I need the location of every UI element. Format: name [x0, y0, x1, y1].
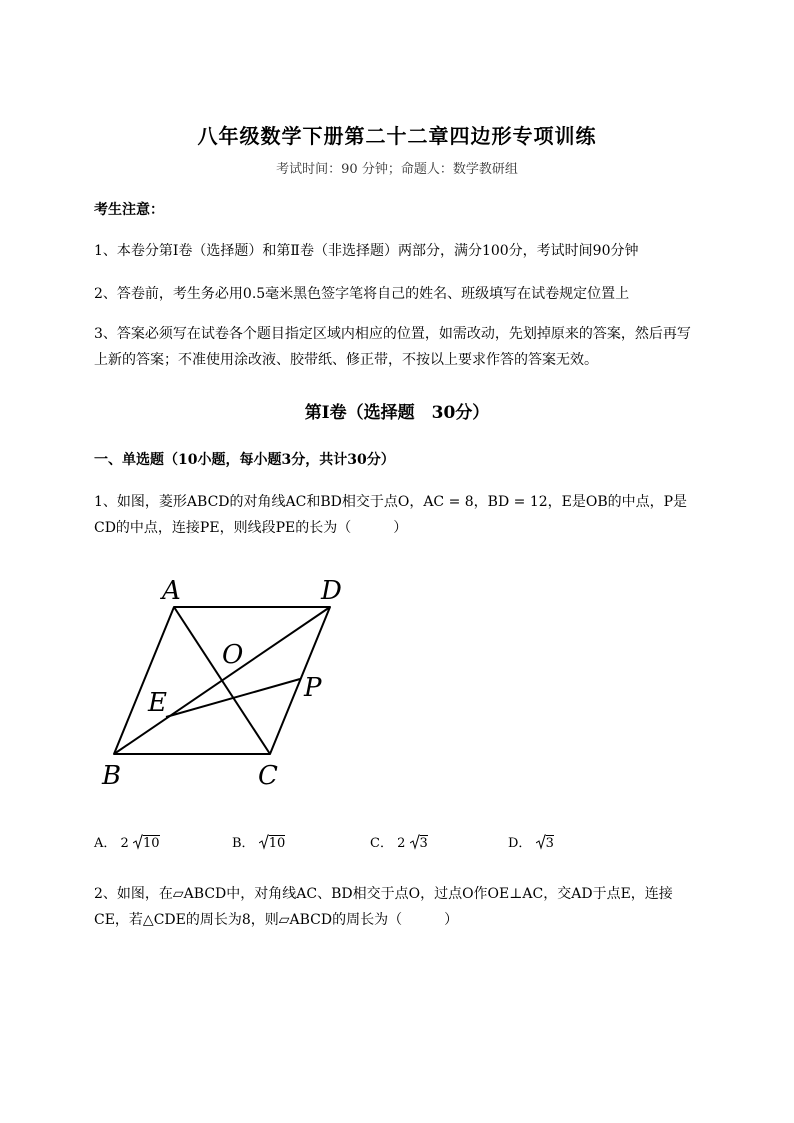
part-heading: 一、单选题（10小题，每小题3分，共计30分）	[94, 452, 395, 468]
label-d: D	[321, 576, 342, 606]
option-b-letter: B．	[232, 836, 255, 851]
option-d-radicand: 3	[545, 836, 554, 851]
sqrt-icon	[133, 834, 143, 850]
option-a[interactable]	[94, 832, 160, 851]
question-2-text: 2、如图，在▱ABCD中，对角线AC、BD相交于点O，过点O作OE⊥AC，交AD于点E，连接CE，若△CDE的周长为8，则▱ABCD的周长为（ ）	[94, 886, 673, 928]
notice-item-2: 2、答卷前，考生务必用0.5毫米黑色签字笔将自己的姓名、班级填写在试卷规定位置上	[94, 286, 630, 302]
option-a-coefficient: 2	[120, 836, 129, 851]
notice-item-1: 1、本卷分第Ⅰ卷（选择题）和第Ⅱ卷（非选择题）两部分，满分100分，考试时间90分钟	[94, 243, 639, 259]
exam-info: 考试时间：90 分钟；命题人：数学教研组	[276, 162, 518, 177]
label-p: P	[304, 673, 322, 703]
sqrt-icon	[410, 834, 420, 850]
option-d[interactable]	[508, 832, 554, 851]
sqrt-icon	[536, 834, 546, 850]
notice-heading: 考生注意：	[94, 202, 164, 218]
option-c[interactable]	[370, 832, 428, 851]
option-a-radicand: 10	[142, 836, 160, 851]
page-title: 八年级数学下册第二十二章四边形专项训练	[197, 124, 597, 148]
sqrt-icon	[259, 834, 269, 850]
question-1-text: 1、如图，菱形ABCD的对角线AC和BD相交于点O，AC = 8，BD = 12，E是OB的中点，P是CD的中点，连接PE，则线段PE的长为（ ）	[94, 494, 688, 536]
rhombus-figure	[98, 572, 358, 792]
option-c-coefficient: 2	[397, 836, 406, 851]
option-b[interactable]	[232, 832, 285, 851]
option-c-letter: C．	[370, 836, 393, 851]
notice-item-3: 3、答案必须写在试卷各个题目指定区域内相应的位置，如需改动，先划掉原来的答案，然后再写上新的答案；不准使用涂改液、胶带纸、修正带，不按以上要求作答的答案无效。	[94, 326, 691, 368]
option-c-radicand: 3	[419, 836, 428, 851]
label-c: C	[258, 761, 278, 791]
option-d-letter: D．	[508, 836, 532, 851]
question-1-options	[94, 832, 704, 856]
option-a-letter: A．	[94, 836, 117, 851]
label-e: E	[148, 688, 167, 718]
label-o: O	[222, 640, 244, 670]
section-title: 第Ⅰ卷（选择题 30分）	[304, 403, 490, 423]
segment-pe	[166, 679, 300, 717]
option-b-radicand: 10	[268, 836, 286, 851]
label-a: A	[162, 576, 181, 606]
label-b: B	[102, 761, 122, 791]
